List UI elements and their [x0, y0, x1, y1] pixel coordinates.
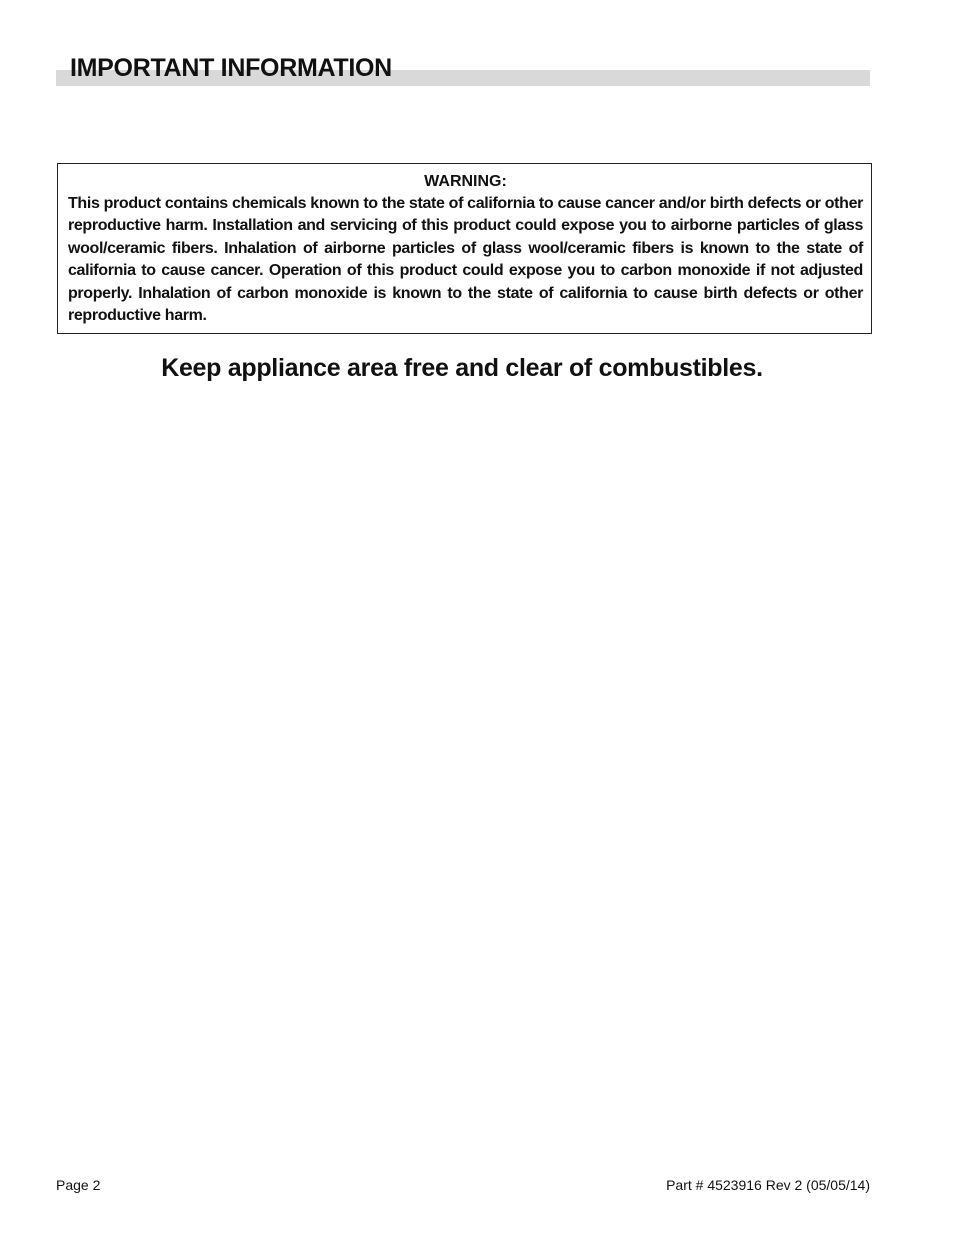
warning-box	[57, 163, 872, 334]
warning-body: This product contains chemicals known to the state of california to cause cancer and/or birth defects or other reproductive harm. Installation and servicing of this product could expose you to airborne particles of glass wool/ceramic fibers. Inhalation of airborne particles of glass wool/ceramic fibers is known to the state of california to cause cancer. Operation of this product could expose you to carbon monoxide if not adjusted properly. Inhalation of carbon monoxide is known to the state of california to cause birth defects or other reproductive harm.	[68, 195, 863, 325]
combustibles-callout: Keep appliance area free and clear of combustibles.	[161, 354, 763, 382]
page-title: IMPORTANT INFORMATION	[70, 54, 392, 82]
warning-heading: WARNING:	[424, 173, 507, 190]
part-number: Part # 4523916 Rev 2 (05/05/14)	[666, 1177, 870, 1193]
page-number: Page 2	[56, 1177, 101, 1193]
